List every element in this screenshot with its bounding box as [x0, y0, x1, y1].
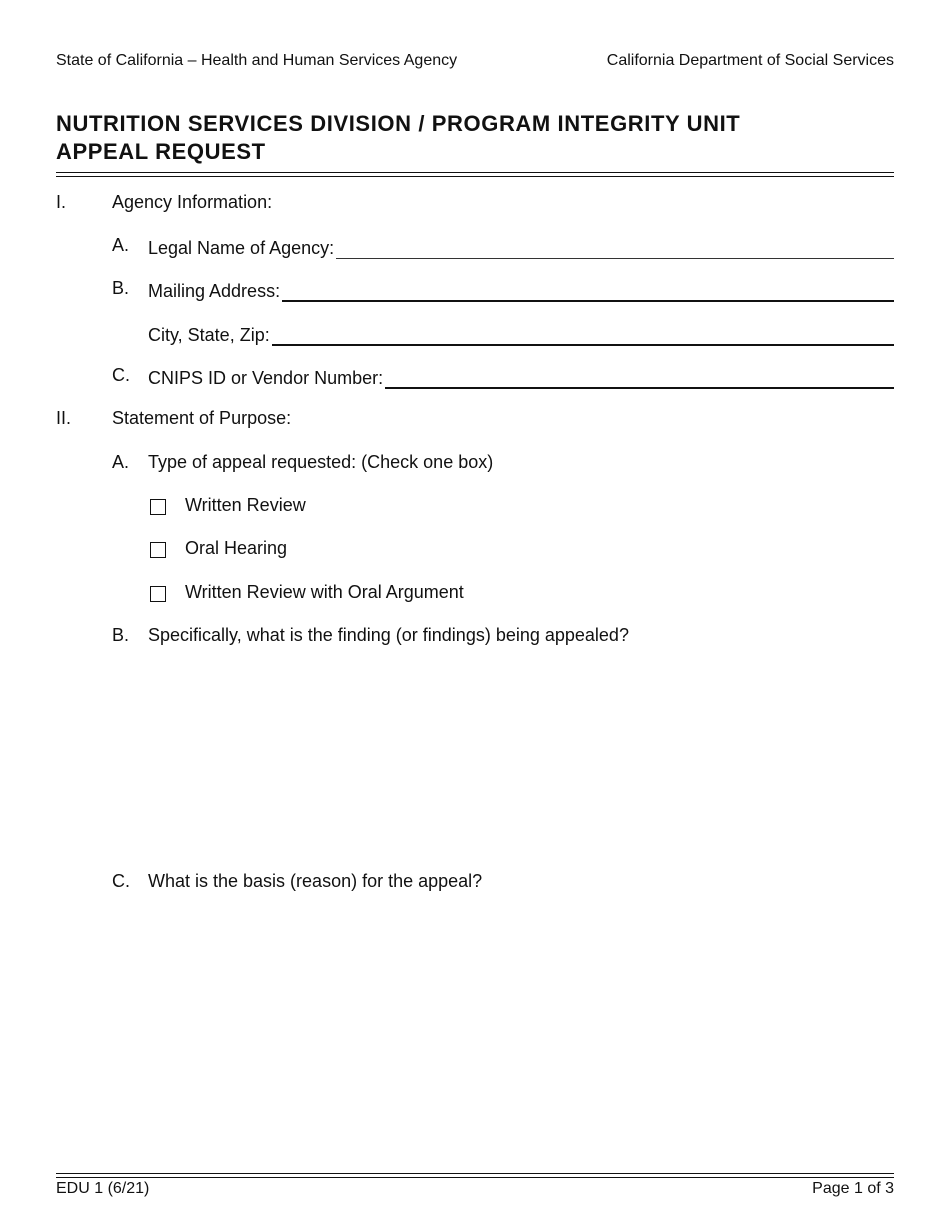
section-1-title: Agency Information:	[112, 192, 273, 212]
title-divider	[56, 172, 894, 177]
written-review-checkbox[interactable]	[150, 499, 166, 515]
field-label: City, State, Zip:	[148, 325, 270, 345]
written-review-oral-argument-checkbox[interactable]	[150, 586, 166, 602]
mailing-address-row	[56, 278, 894, 302]
cnips-id-field[interactable]	[148, 365, 894, 389]
cnips-id-input-line[interactable]	[385, 367, 894, 389]
item-letter: A.	[112, 235, 130, 255]
item-letter: A.	[112, 452, 130, 472]
item-letter: B.	[112, 625, 130, 645]
item-letter: B.	[112, 278, 130, 298]
item-letter: C.	[112, 365, 130, 385]
mailing-address-field[interactable]	[148, 278, 894, 302]
form-page	[56, 0, 894, 1230]
agency-name-row	[56, 235, 894, 259]
department-header: California Department of Social Services	[606, 52, 894, 69]
title-line-2: APPEAL REQUEST	[56, 139, 266, 164]
legal-name-input-line[interactable]	[336, 238, 894, 259]
title-line-1: NUTRITION SERVICES DIVISION / PROGRAM INTEGRITY UNIT	[56, 111, 741, 136]
city-state-zip-row	[56, 322, 894, 346]
basis-answer-area[interactable]	[148, 902, 894, 1162]
agency-header: State of California – Health and Human Services Agency	[56, 52, 458, 69]
mailing-address-input-line[interactable]	[282, 280, 894, 302]
option-written-review[interactable]	[56, 495, 894, 519]
basis-question-row	[56, 871, 894, 895]
option-written-review-oral-argument[interactable]	[56, 582, 894, 606]
section-1-heading	[56, 192, 894, 216]
findings-answer-area[interactable]	[148, 656, 894, 856]
basis-question: What is the basis (reason) for the appeal?	[148, 871, 483, 891]
city-state-zip-input-line[interactable]	[272, 324, 894, 346]
field-label: CNIPS ID or Vendor Number:	[148, 368, 384, 388]
appeal-type-row	[56, 452, 894, 476]
page-number: Page 1 of 3	[812, 1180, 894, 1197]
cnips-id-row	[56, 365, 894, 389]
city-state-zip-field[interactable]	[148, 322, 894, 346]
option-label: Written Review	[185, 495, 306, 515]
form-id: EDU 1 (6/21)	[56, 1180, 150, 1197]
footer-divider	[56, 1173, 894, 1178]
option-oral-hearing[interactable]	[56, 538, 894, 562]
item-letter: C.	[112, 871, 130, 891]
findings-question: Specifically, what is the finding (or findings) being appealed?	[148, 625, 629, 645]
section-2-title: Statement of Purpose:	[112, 408, 292, 428]
option-label: Oral Hearing	[185, 538, 288, 558]
appeal-type-question: Type of appeal requested: (Check one box)	[148, 452, 494, 472]
oral-hearing-checkbox[interactable]	[150, 542, 166, 558]
findings-question-row	[56, 625, 894, 649]
form-title	[56, 110, 894, 166]
section-1-number: I.	[56, 192, 67, 212]
field-label: Mailing Address:	[148, 281, 281, 301]
field-label: Legal Name of Agency:	[148, 238, 335, 258]
section-2-number: II.	[56, 408, 72, 428]
option-label: Written Review with Oral Argument	[185, 582, 464, 602]
section-2-heading	[56, 408, 894, 432]
legal-name-field[interactable]	[148, 235, 894, 259]
